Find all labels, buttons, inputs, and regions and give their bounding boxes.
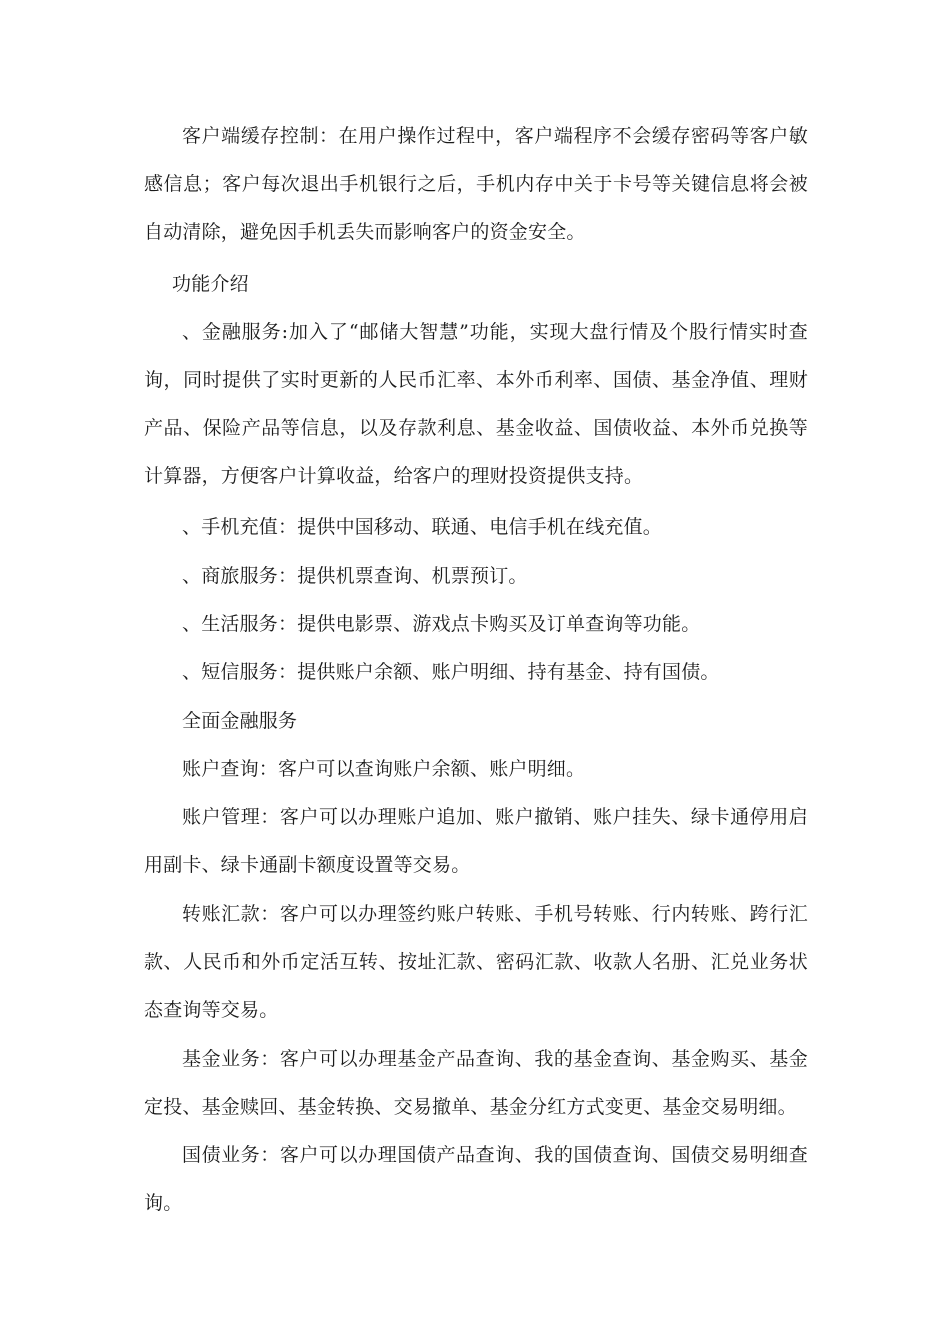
paragraph-bond-business: 国债业务：客户可以办理国债产品查询、我的国债查询、国债交易明细查询。 <box>144 1144 808 1214</box>
heading-full-financial: 全面金融服务 <box>182 710 298 732</box>
paragraph-account-query: 账户查询：客户可以查询账户余额、账户明细。 <box>182 758 586 780</box>
paragraph-financial-service: 、金融服务:加入了“邮储大智慧”功能，实现大盘行情及个股行情实时查询，同时提供了实时更新的人民币汇率、本外币利率、国债、基金净值、理财产品、保险产品等信息，以及存款利息、基金收益、国债收益、本外币兑换等计算器，方便客户计算收益，给客户的理财投资提供支持。 <box>144 321 808 487</box>
paragraph-sms-service: 、短信服务：提供账户余额、账户明细、持有基金、持有国债。 <box>182 661 720 683</box>
paragraph-mobile-recharge: 、手机充值：提供中国移动、联通、电信手机在线充值。 <box>182 516 663 538</box>
paragraph-fund-business: 基金业务：客户可以办理基金产品查询、我的基金查询、基金购买、基金定投、基金赎回、基金转换、交易撤单、基金分红方式变更、基金交易明细。 <box>144 1048 808 1118</box>
heading-feature-intro: 功能介绍 <box>172 273 249 295</box>
paragraph-life-service: 、生活服务：提供电影票、游戏点卡购买及订单查询等功能。 <box>182 613 701 635</box>
paragraph-account-management: 账户管理：客户可以办理账户追加、账户撤销、账户挂失、绿卡通停用启用副卡、绿卡通副卡额度设置等交易。 <box>144 806 808 876</box>
paragraph-cache-control: 客户端缓存控制：在用户操作过程中，客户端程序不会缓存密码等客户敏感信息；客户每次退出手机银行之后，手机内存中关于卡号等关键信息将会被自动清除，避免因手机丢失而影响客户的资金安全。 <box>144 125 808 243</box>
paragraph-transfer-remittance: 转账汇款：客户可以办理签约账户转账、手机号转账、行内转账、跨行汇款、人民币和外币定活互转、按址汇款、密码汇款、收款人名册、汇兑业务状态查询等交易。 <box>144 903 808 1021</box>
paragraph-business-travel: 、商旅服务：提供机票查询、机票预订。 <box>182 565 528 587</box>
